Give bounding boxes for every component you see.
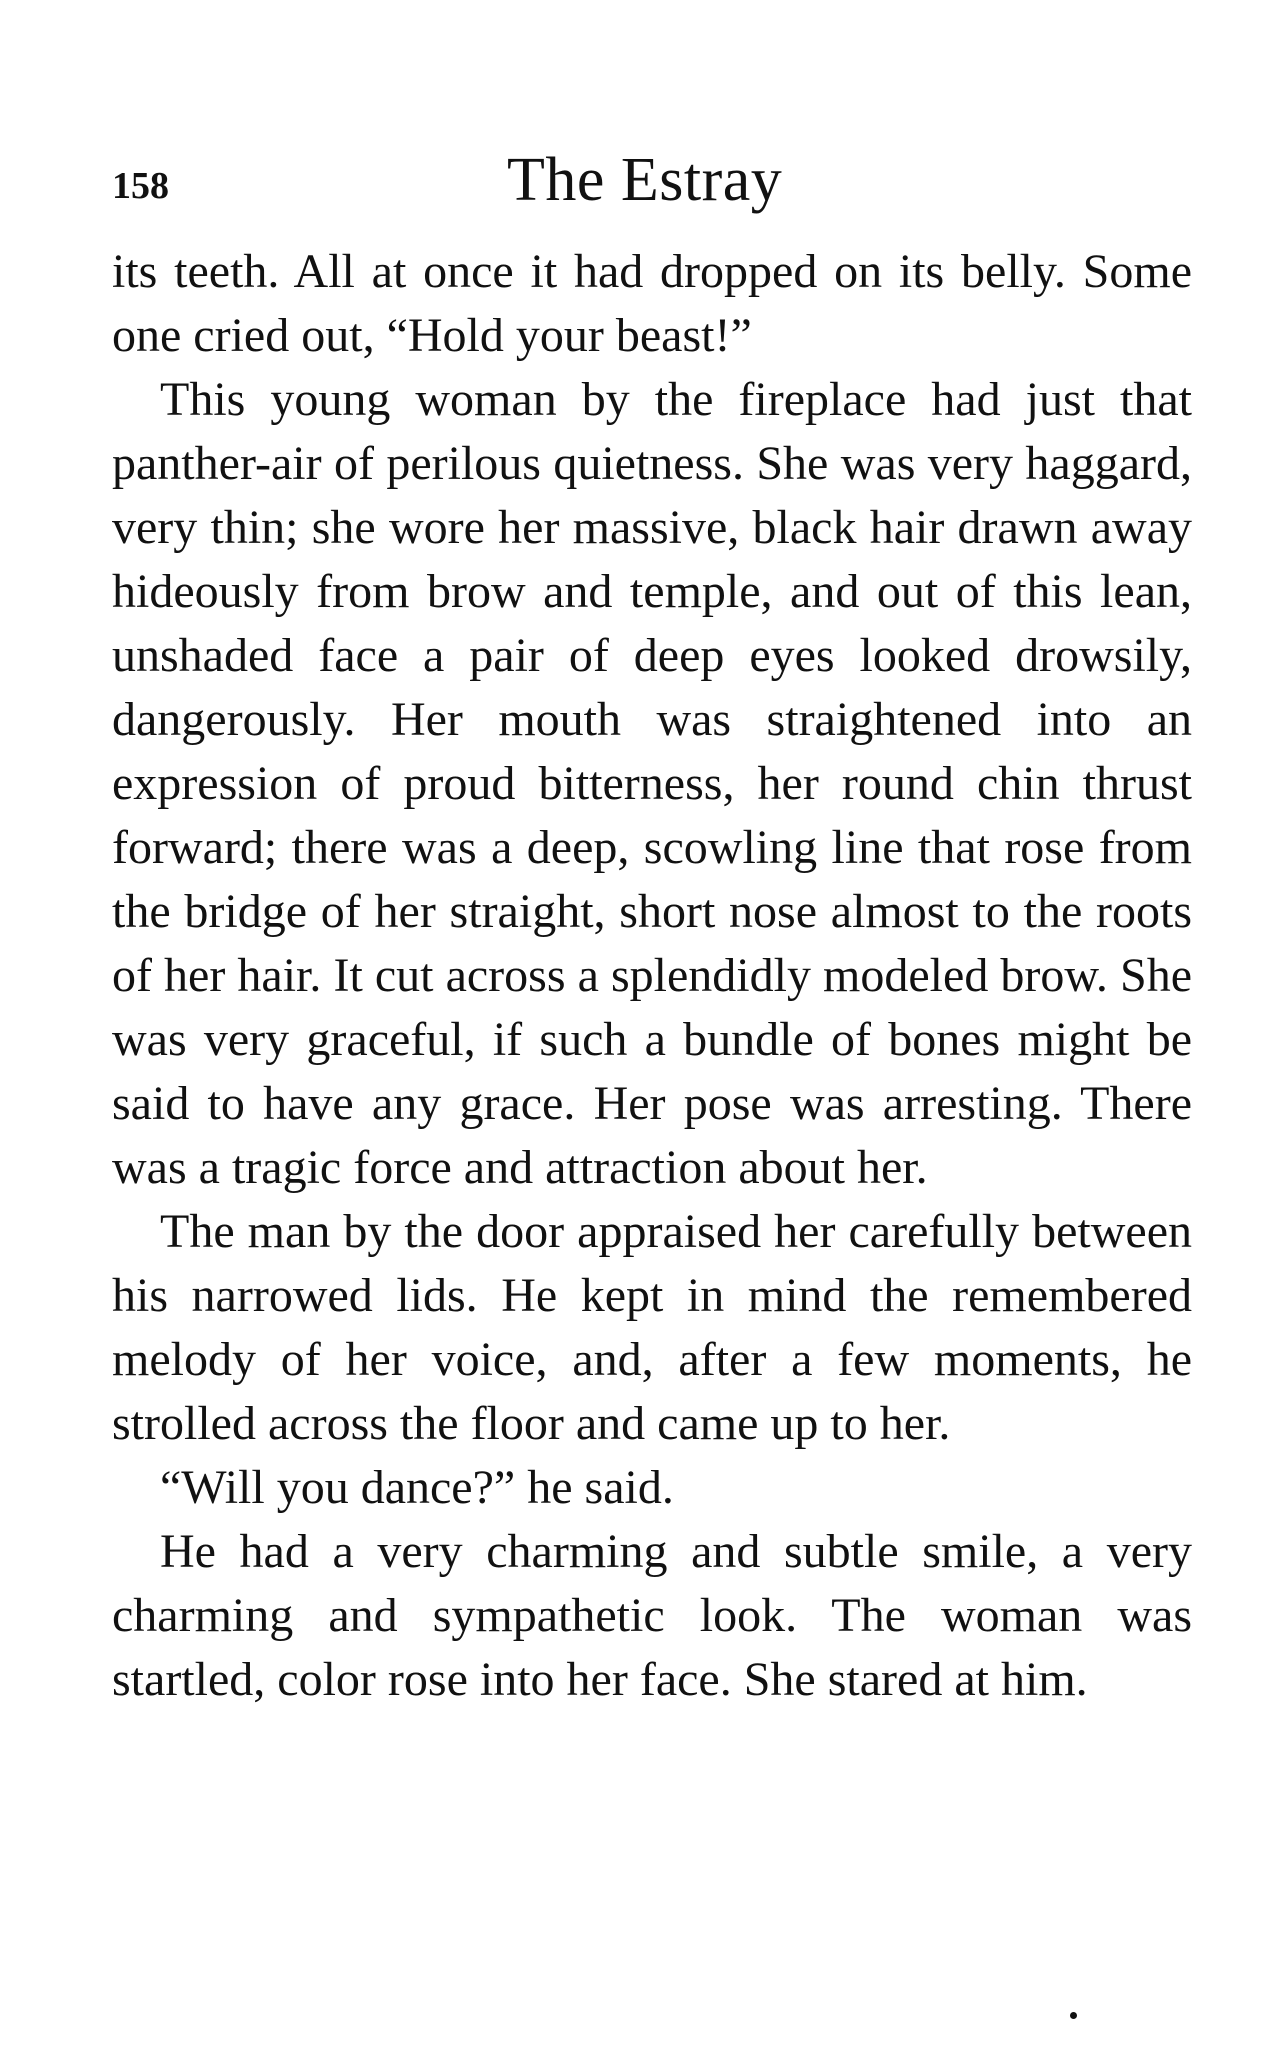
paragraph: This young woman by the fireplace had just that panther-air of perilous quietness. She was very haggard, very thin; she wore her massive, black hair drawn away hideously from brow and temple, and out of this lean, unshaded face a pair of deep eyes looked drowsily, dangerously. Her mouth was straightened into an expression of proud bitterness, her round chin thrust forward; there was a deep, scowling line that rose from the bridge of her straight, short nose almost to the roots of her hair. It cut across a splendidly modeled brow. She was very graceful, if such a bundle of bones might be said to have any grace. Her pose was arresting. There was a tragic force and attraction about her. [112, 373, 1192, 1194]
paragraph: its teeth. All at once it had dropped on its belly. Some one cried out, “Hold your beast!” [112, 245, 1192, 362]
paragraph: He had a very charming and subtle smile, a very charming and sympathetic look. The woman was startled, color rose into her face. She stared at him. [112, 1525, 1192, 1706]
body-text [112, 240, 1192, 1712]
running-title: The Estray [507, 146, 783, 214]
page-number: 158 [112, 165, 169, 207]
ink-speck [1070, 2012, 1077, 2019]
paragraph: “Will you dance?” he said. [160, 1461, 674, 1514]
paragraph: The man by the door appraised her carefully between his narrowed lids. He kept in mind the remembered melody of her voice, and, after a few moments, he strolled across the floor and came up to her. [112, 1205, 1192, 1450]
page-header [112, 142, 1192, 232]
